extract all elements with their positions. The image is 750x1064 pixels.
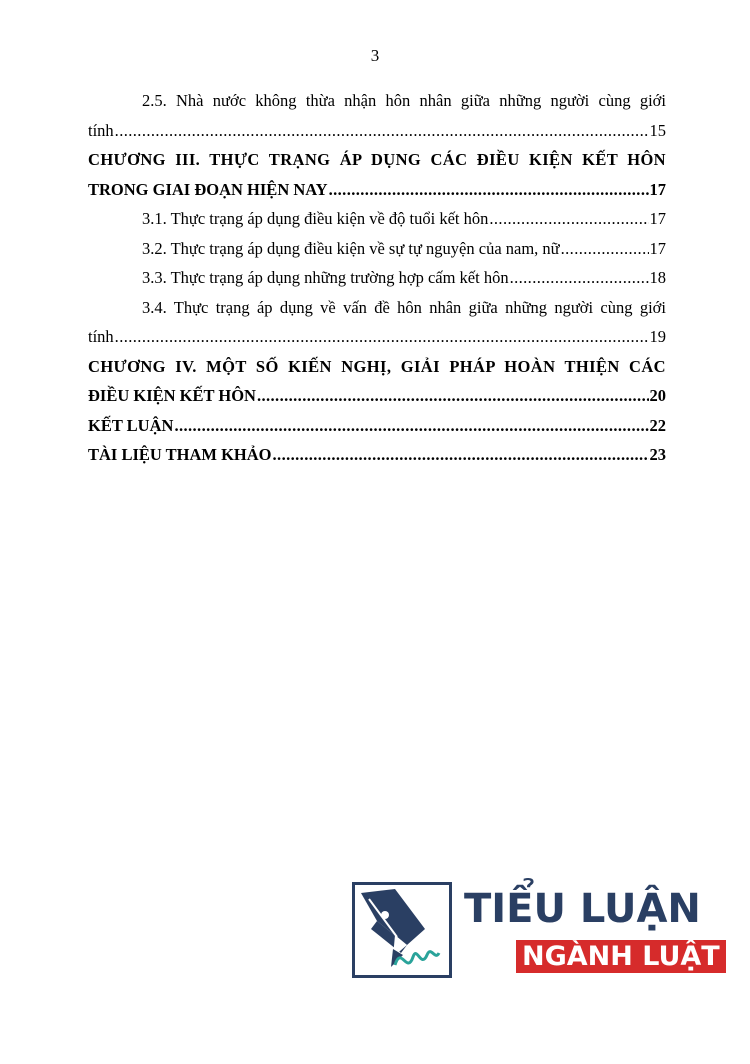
toc-entry-chapter-4[interactable] [88, 352, 666, 411]
toc-entry-text: TRONG GIAI ĐOẠN HIỆN NAY [88, 179, 328, 199]
toc-entry-2-5[interactable] [88, 86, 666, 145]
toc-entry-text: 3.1. Thực trạng áp dụng điều kiện về độ tuổi kết hôn [142, 209, 489, 228]
toc-entry-3-4[interactable] [88, 293, 666, 352]
dot-leader [115, 322, 649, 352]
toc-entry-3-2[interactable] [88, 234, 666, 264]
dot-leader [174, 411, 648, 441]
toc-entry-text: 3.4. Thực trạng áp dụng về vấn đề hôn nhân giữa những người cùng giới [142, 297, 666, 317]
dot-leader [115, 116, 649, 146]
dot-leader [329, 175, 649, 205]
dot-leader [273, 440, 649, 470]
dot-leader [510, 263, 649, 293]
toc-entry-3-3[interactable] [88, 263, 666, 293]
toc-entry-text: TÀI LIỆU THAM KHẢO [88, 445, 272, 464]
toc-entry-text: tính [88, 327, 114, 346]
watermark-logo [352, 882, 720, 980]
toc-entry-text: 3.2. Thực trạng áp dụng điều kiện về sự tự nguyện của nam, nữ [142, 238, 560, 258]
toc-entry-conclusion[interactable] [88, 411, 666, 441]
toc-page-number: 17 [649, 238, 666, 258]
toc-page-number: 19 [649, 327, 666, 346]
toc-entry-text: KẾT LUẬN [88, 415, 174, 435]
toc-entry-text: 3.3. Thực trạng áp dụng những trường hợp cấm kết hôn [142, 268, 509, 287]
toc-entry-3-1[interactable] [88, 204, 666, 234]
toc-page-number: 20 [649, 386, 666, 405]
toc-page-number: 17 [649, 209, 666, 228]
toc-entry-text: tính [88, 120, 114, 140]
toc-entry-text: CHƯƠNG III. THỰC TRẠNG ÁP DỤNG CÁC ĐIỀU KIỆN KẾT HÔN [88, 150, 666, 169]
toc-entry-text: ĐIỀU KIỆN KẾT HÔN [88, 386, 256, 405]
toc-page-number: 23 [649, 445, 666, 464]
logo-subtitle: NGÀNH LUẬT [516, 940, 726, 973]
dot-leader [257, 381, 649, 411]
toc-entry-chapter-3[interactable] [88, 145, 666, 204]
pen-nib-icon [352, 882, 452, 978]
toc-page-number: 17 [649, 179, 666, 199]
toc-entry-references[interactable] [88, 440, 666, 470]
toc-page-number: 15 [649, 120, 666, 140]
logo-title: TIỂU LUẬN [464, 886, 701, 932]
toc-entry-text: CHƯƠNG IV. MỘT SỐ KIẾN NGHỊ, GIẢI PHÁP HOÀN THIỆN CÁC [88, 356, 666, 376]
page-number: 3 [370, 46, 380, 65]
dot-leader [489, 204, 648, 234]
toc-page-number: 18 [649, 268, 666, 287]
toc-entry-text: 2.5. Nhà nước không thừa nhận hôn nhân giữa những người cùng giới [142, 91, 666, 110]
table-of-contents [88, 86, 666, 470]
toc-page-number: 22 [649, 415, 666, 435]
dot-leader [561, 234, 649, 264]
